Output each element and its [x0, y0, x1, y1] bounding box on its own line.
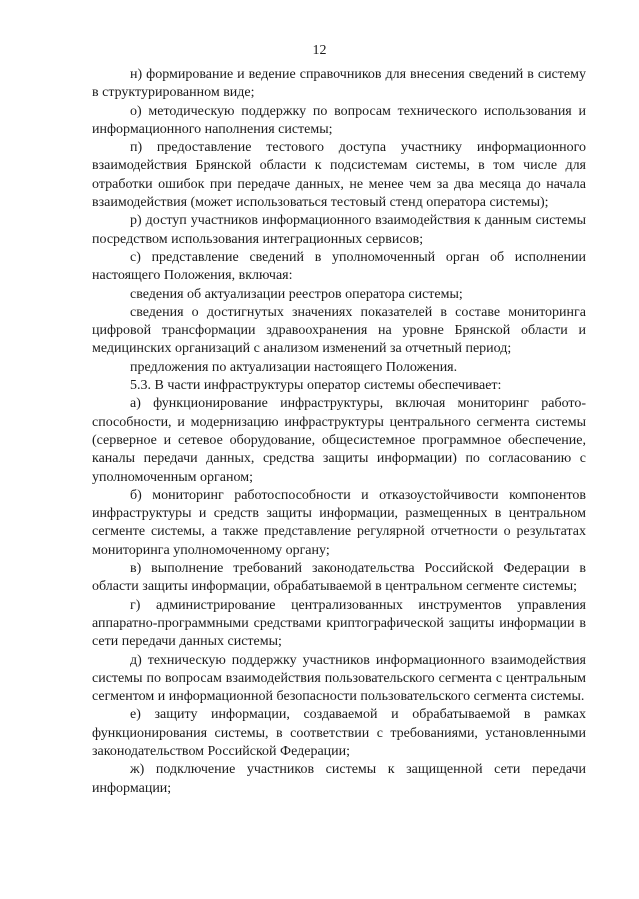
paragraph-zh: ж) подключение участников системы к защищенной сети передачи информации; [92, 762, 586, 796]
paragraph-a: а) функционирование инфраструктуры, включая мониторинг работоспособности, и модернизацию инфраструктуры центрального сегмента системы (серверное и сетевое оборудование, общесистемное программное обеспечение, каналы передачи данных, средства защиты информации) по согласованию с уполномоченным органом; [92, 396, 586, 485]
document-body [92, 66, 586, 798]
paragraph-s-item-2: сведения о достигнутых значениях показателей в составе мониторинга цифровой трансформации здравоохранения на уровне Брянской области и медицинских организаций с анализом изменений за отчетный период; [92, 304, 586, 357]
paragraph-s: с) представление сведений в уполномоченный орган об исполнении настоящего Положения, включая: [92, 249, 586, 284]
paragraph-e: е) защиту информации, создаваемой и обрабатываемой в рамках функционирования системы, в соответствии с требованиями, установленными законодательством Российской Федерации; [92, 707, 586, 759]
paragraph-d: д) техническую поддержку участников информационного взаимодействия системы по вопросам взаимодействия пользовательского сегмента с центральным сегментом и информационной безопасности пользовательского сегмента системы. [92, 652, 586, 705]
paragraph-s-item-1: сведения об актуализации реестров оператора системы; [130, 286, 463, 302]
paragraph-s-item-3: предложения по актуализации настоящего Положения. [130, 359, 458, 375]
paragraph-v: в) выполнение требований законодательства Российской Федерации в области защиты информации, обрабатываемой в центральном сегменте системы; [92, 561, 586, 595]
section-heading-5-3: 5.3. В части инфраструктуры оператор системы обеспечивает: [130, 378, 502, 394]
paragraph-n: н) формирование и ведение справочников для внесения сведений в систему в структурированном виде; [92, 67, 586, 101]
paragraph-o: о) методическую поддержку по вопросам технического использования и информационного наполнения системы; [92, 103, 586, 137]
paragraph-r: р) доступ участников информационного взаимодействия к данным системы посредством использования интеграционных сервисов; [92, 213, 586, 247]
page-number: 12 [312, 43, 327, 58]
paragraph-g: г) администрирование централизованных инструментов управления аппаратно-программными средствами криптографической защиты информации в сети передачи данных системы; [92, 597, 586, 650]
paragraph-p: п) предоставление тестового доступа участнику информационного взаимодействия Брянской области к подсистемам системы, в том числе для отработки ошибок при передаче данных, не менее чем за два месяца до начала взаимодействия (может использоваться тестовый стенд оператора системы); [92, 140, 586, 211]
paragraph-b: б) мониторинг работоспособности и отказоустойчивости компонентов инфраструктуры и средств защиты информации, размещенных в центральном сегменте системы, а также представление регулярной отчетности о результатах мониторинга уполномоченному органу; [92, 487, 586, 558]
